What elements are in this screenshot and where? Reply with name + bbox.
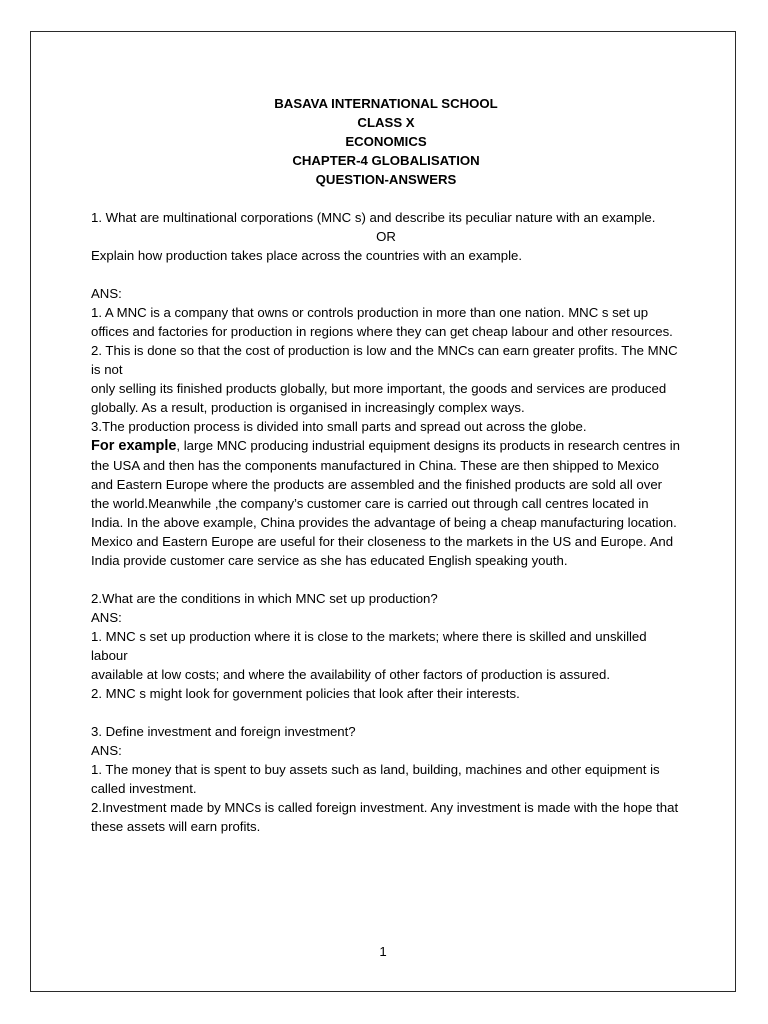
question-2-text: 2.What are the conditions in which MNC set up production? [91, 591, 438, 606]
question-1-alt-text: Explain how production takes place across the countries with an example. [91, 248, 523, 263]
section-title: QUESTION-ANSWERS [315, 172, 457, 187]
question-3 [91, 722, 681, 836]
example-text: , large MNC producing industrial equipment designs its products in research centres in the USA and then has the components manufactured in China. These are then shipped to Mexico and Eastern Europe where the products are assembled and the finished products are sold all over the world.Meanwhile ,the company’s customer care is carried out through call centres located in India. In the above example, China provides the advantage of being a cheap manufacturing location. Mexico and Eastern Europe are useful for their closeness to the markets in the US and Europe. And India provide customer care service as she has educated English speaking youth. [91, 438, 680, 568]
answer-1-point-2b: only selling its finished products globally, but more important, the goods and services are produced globally. As a result, production is organised in increasingly complex ways. [91, 381, 667, 415]
answer-2-point-1a: 1. MNC s set up production where it is close to the markets; where there is skilled and unskilled labour [91, 629, 647, 663]
answer-3-point-1: 1. The money that is spent to buy assets such as land, building, machines and other equipment is called investment. [91, 762, 660, 796]
answer-1-point-1: 1. A MNC is a company that owns or controls production in more than one nation. MNC s set up offices and factories for production in regions where they can get cheap labour and other resources. [91, 305, 673, 339]
question-3-text: 3. Define investment and foreign investment? [91, 724, 356, 739]
answer-1-example [91, 436, 681, 570]
document-header [91, 94, 681, 189]
question-1-text: 1. What are multinational corporations (MNC s) and describe its peculiar nature with an example. [91, 210, 656, 225]
question-1 [91, 208, 681, 570]
example-label: For example [91, 438, 177, 454]
answer-3-point-2: 2.Investment made by MNCs is called foreign investment. Any investment is made with the hope that these assets will earn profits. [91, 800, 679, 834]
answer-1-point-2a: 2. This is done so that the cost of production is low and the MNCs can earn greater profits. The MNC is not [91, 343, 678, 377]
page-number: 1 [379, 944, 387, 959]
document-body [91, 94, 681, 836]
question-2 [91, 589, 681, 703]
subject-name: ECONOMICS [345, 134, 427, 149]
class-name: CLASS X [357, 115, 415, 130]
answer-label: ANS: [91, 610, 122, 625]
or-separator: OR [376, 229, 396, 244]
answer-label: ANS: [91, 286, 122, 301]
chapter-title: CHAPTER-4 GLOBALISATION [292, 153, 480, 168]
answer-1-point-3: 3.The production process is divided into small parts and spread out across the globe. [91, 419, 587, 434]
answer-label: ANS: [91, 743, 122, 758]
answer-2-point-1b: available at low costs; and where the availability of other factors of production is assured. [91, 667, 610, 682]
document-page [30, 31, 736, 992]
school-name: BASAVA INTERNATIONAL SCHOOL [274, 96, 498, 111]
answer-2-point-2: 2. MNC s might look for government policies that look after their interests. [91, 686, 520, 701]
